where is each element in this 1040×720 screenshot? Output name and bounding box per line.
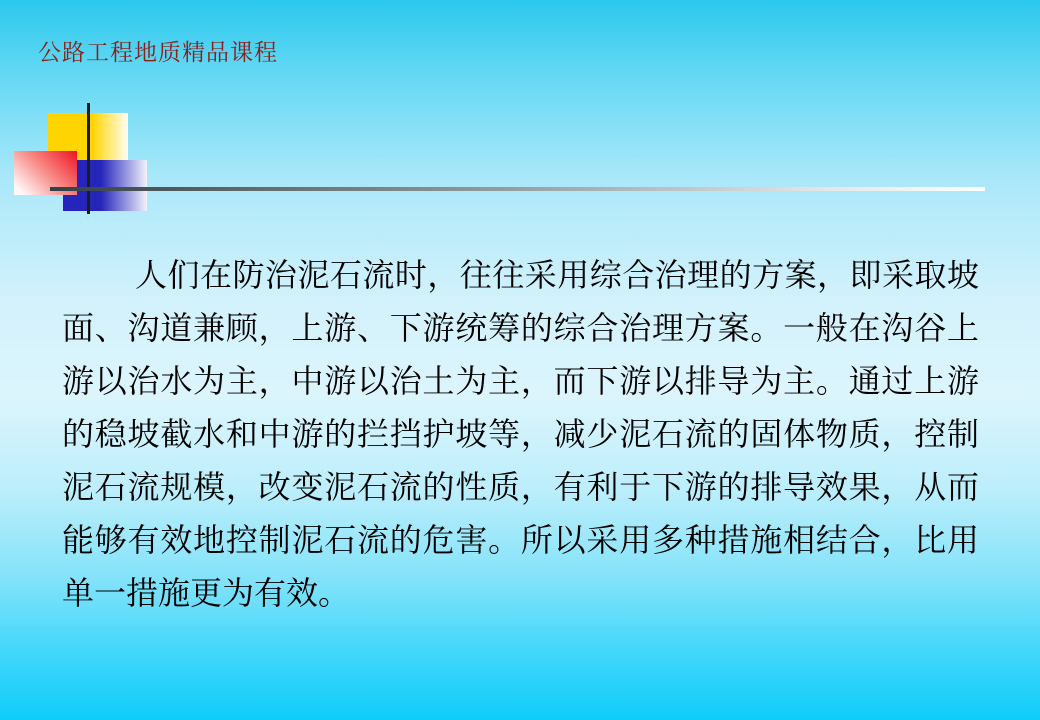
course-title: 公路工程地质精品课程 bbox=[38, 40, 278, 65]
paragraph-line: 泥石流规模，改变泥石流的性质，有利于下游的排导效果，从而 bbox=[62, 469, 979, 505]
paragraph-block bbox=[62, 249, 979, 620]
paragraph-line: 人们在防治泥石流时，往往采用综合治理的方案，即采取坡 bbox=[135, 257, 979, 293]
paragraph-line: 能够有效地控制泥石流的危害。所以采用多种措施相结合，比用 bbox=[62, 522, 979, 558]
paragraph-line: 游以治水为主，中游以治土为主，而下游以排导为主。通过上游 bbox=[62, 363, 979, 399]
vertical-crosshair-line bbox=[87, 103, 90, 214]
horizontal-divider-rule bbox=[50, 187, 985, 191]
paragraph-line: 的稳坡截水和中游的拦挡护坡等，减少泥石流的固体物质，控制 bbox=[62, 416, 979, 452]
paragraph-line: 面、沟道兼顾，上游、下游统筹的综合治理方案。一般在沟谷上 bbox=[62, 310, 979, 346]
paragraph-line: 单一措施更为有效。 bbox=[62, 575, 351, 611]
